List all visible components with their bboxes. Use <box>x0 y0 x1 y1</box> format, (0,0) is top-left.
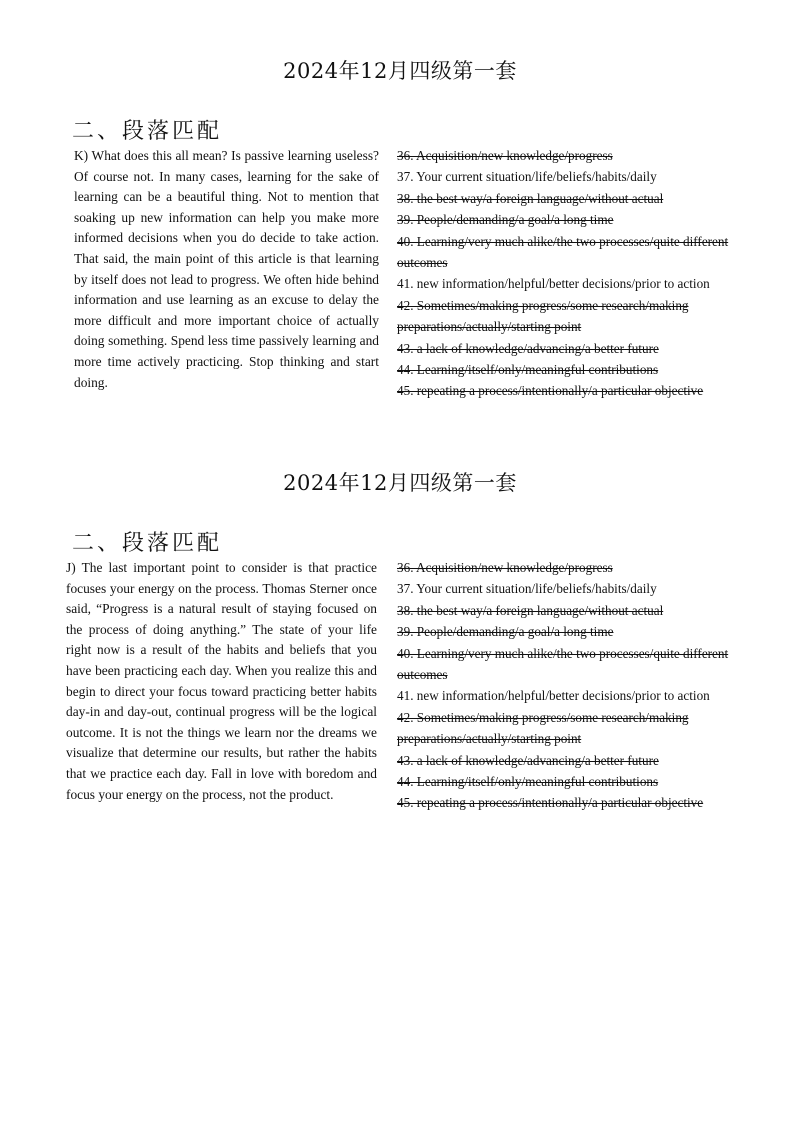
option-44: 44. Learning/itself/only/meaningful contributions <box>397 774 659 790</box>
option-38: 38. the best way/a foreign language/without actual <box>397 190 664 206</box>
passage-j: J) The last important point to consider is that practice focuses your energy on the process. Thomas Sterner once said, “Progress is a natural result of staying focused on the process of doing anything.” The state of your life right now is a result of the habits and beliefs that you have been practicing each day. When you realize this and begin to direct your focus toward practicing better habits day-in and day-out, continual progress will be the logical outcome. It is not the things we learn nor the dreams we visualize that determine our results, but rather the habits that we practice each day. Fall in love with boredom and focus your energy on the process, not the product. <box>66 560 377 802</box>
options-list <box>397 145 752 402</box>
option-39: 39. People/demanding/a goal/a long time <box>397 624 614 640</box>
section-heading: 二、段落匹配 <box>72 531 223 556</box>
option-45: 45. repeating a process/intentionally/a particular objective <box>397 795 704 811</box>
option-40: 40. Learning/very much alike/the two processes/quite different outcomes <box>397 645 729 683</box>
option-43: 43. a lack of knowledge/advancing/a better future <box>397 340 659 356</box>
option-42: 42. Sometimes/making progress/some research/making preparations/actually/starting point <box>397 709 689 747</box>
option-37: 37. Your current situation/life/beliefs/habits/daily <box>397 169 657 185</box>
option-36: 36. Acquisition/new knowledge/progress <box>397 560 613 575</box>
option-41: 41. new information/helpful/better decisions/prior to action <box>397 276 710 292</box>
page-title: 2024年12月四级第一套 <box>283 59 517 83</box>
page-title: 2024年12月四级第一套 <box>283 471 517 495</box>
option-43: 43. a lack of knowledge/advancing/a better future <box>397 752 659 768</box>
option-38: 38. the best way/a foreign language/without actual <box>397 602 664 618</box>
option-39: 39. People/demanding/a goal/a long time <box>397 212 614 228</box>
option-45: 45. repeating a process/intentionally/a particular objective <box>397 383 704 399</box>
section-heading: 二、段落匹配 <box>72 119 223 144</box>
option-37: 37. Your current situation/life/beliefs/habits/daily <box>397 581 657 597</box>
option-41: 41. new information/helpful/better decisions/prior to action <box>397 688 710 704</box>
option-40: 40. Learning/very much alike/the two processes/quite different outcomes <box>397 233 729 271</box>
option-36: 36. Acquisition/new knowledge/progress <box>397 148 613 163</box>
passage-k: K) What does this all mean? Is passive learning useless? Of course not. In many cases, learning for the sake of learning can be a beautiful thing. Not to mention that soaking up new information can help you make more informed decisions when you do decide to take action. That said, the main point of this article is that learning by itself does not lead to progress. We often hide behind information and use learning as an excuse to delay the more difficult and more important choice of actually doing something. Spend less time passively learning and more time actively practicing. Stop thinking and start doing. <box>74 148 379 390</box>
options-list <box>397 557 752 814</box>
option-42: 42. Sometimes/making progress/some research/making preparations/actually/starting point <box>397 297 689 335</box>
option-44: 44. Learning/itself/only/meaningful contributions <box>397 362 659 378</box>
